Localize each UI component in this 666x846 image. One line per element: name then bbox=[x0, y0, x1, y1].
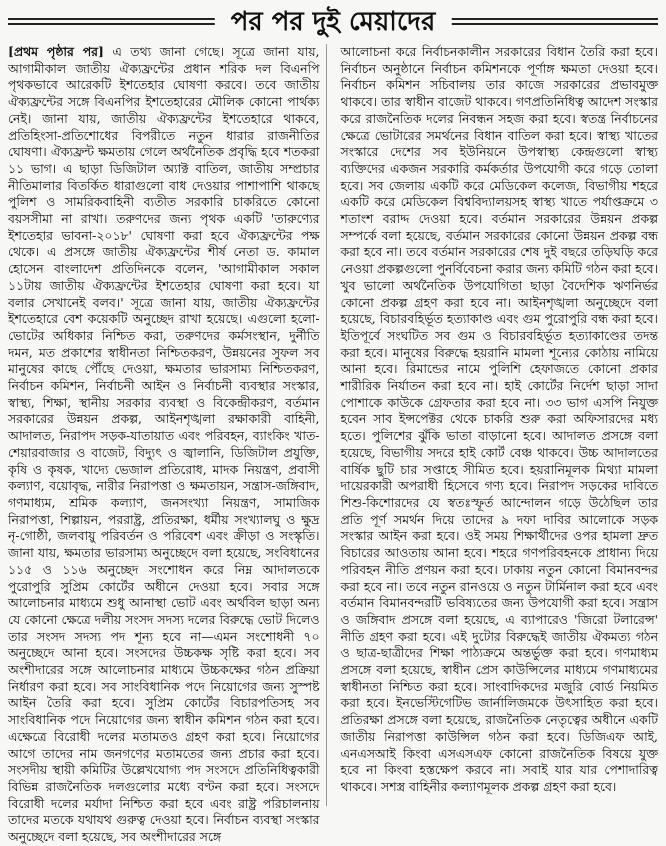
headline-bar bbox=[8, 4, 658, 42]
article-headline: পর পর দুই মেয়াদের bbox=[215, 4, 452, 40]
continuation-label: [প্রথম পৃষ্ঠার পর] bbox=[8, 44, 104, 59]
article-column-left bbox=[8, 44, 327, 845]
column-right-text: আলোচনা করে নির্বাচনকালীন সরকারের বিধান তৈরি করা হবে। নির্বাচন অনুষ্ঠানে নির্বাচন কমিশনকে পূর্ণাঙ্গ ক্ষমতা দেওয়া হবে। নির্বাচন কমিশন সচিবালয় তার কাজে সরকারের প্রভাবমুক্ত থাকবে। তার স্বাধীন বাজেট থাকবে। গণপ্রতিনিধিত্ব আদেশ সংস্কার করে রাজনৈতিক দলের নিবন্ধন সহজ করা হবে। স্বতন্ত্র নির্বাচনের ক্ষেত্রে ভোটারের সমর্থনের বিধান বাতিল করা হবে। স্বাস্থ্য খাতের সংস্কারে দেশের সব ইউনিয়নে উপস্বাস্থ্য কেন্দ্রগুলো স্বাস্থ্য ব্যক্তিদের একজন সরকারি কর্মকর্তার উপযোগী করে গড়ে তোলা হবে। সব জেলায় একটি করে মেডিকেল কলেজ, বিভাগীয় শহরে একটি করে মেডিকেল বিশ্ববিদ্যালয়সহ স্বাস্থ্য খাতে পর্যাপ্তক্রমে ৩ শতাংশ বরাদ্দ দেওয়া হবে। বর্তমান সরকারের উন্নয়ন প্রকল্প সম্পর্কে বলা হয়েছে, বর্তমান সরকারের কোনো উন্নয়ন প্রকল্প বন্ধ করা হবে না। তবে বর্তমান সরকারের শেষ দুই বছরে তড়িঘড়ি করে নেওয়া প্রকল্পগুলো পুনর্বিবেচনা করার জন্য কমিটি গঠন করা হবে। খুব ভালো অর্থনৈতিক উপযোগিতা ছাড়া বৈদেশিক ঋণনির্ভর কোনো প্রকল্প গ্রহণ করা হবে না। আইনশৃঙ্খলা অনুচ্ছেদে বলা হয়েছে, বিচারবহির্ভূত হত্যাকাণ্ড এবং গুম পুরোপুরি বন্ধ করা হবে। ইতিপূর্বে সংঘটিত সব গুম ও বিচারবহির্ভূত হত্যাকাণ্ডের তদন্ত করা হবে। মানুষের বিরুদ্ধে হয়রানি মামলা শূন্যের কোঠায় নামিয়ে আনা হবে। রিমান্ডের নামে পুলিশি হেফাজতে কোনো প্রকার শারীরিক নির্যাতন করা হবে না। হাই কোর্টের নির্দেশ ছাড়া সাদা পোশাকে কাউকে গ্রেফতার করা হবে না। ৩৩ ভাগ এসপি নিযুক্ত হবেন সাব ইন্সপেক্টর থেকে চাকরি শুরু করা অফিসারদের মধ্য হতে। পুলিশের ঝুঁকি ভাতা বাড়ানো হবে। আদালত প্রসঙ্গে বলা হয়েছে, বিভাগীয় সদরে হাই কোর্ট বেঞ্চ থাকবে। উচ্চ আদালতের বার্ষিক ছুটি চার সপ্তাহে সীমিত হবে। হয়রানিমূলক মিথ্যা মামলা দায়েরকারী অপরাধী হিসেবে গণ্য হবে। নিরাপদ সড়কের দাবিতে শিশু-কিশোরদের যে স্বতঃস্ফূর্ত আন্দোলন গড়ে উঠেছিল তার প্রতি পূর্ণ সমর্থন দিয়ে তাদের ৯ দফা দাবির আলোকে সড়ক সংস্কার আইন করা হবে। ওই সময় শিক্ষার্থীদের ওপর হামলা দ্রুত বিচারের আওতায় আনা হবে। শহরে গণপরিবহনকে প্রাধান্য দিয়ে পরিবহন নীতি প্রণয়ন করা হবে। ঢাকায় নতুন কোনো বিমানবন্দর করা হবে না। তবে নতুন রানওয়ে ও নতুন টার্মিনাল করা হবে এবং বর্তমান বিমানবন্দরটি ভবিষ্যতের জন্য উপযোগী করা হবে। সন্ত্রাস ও জঙ্গিবাদ প্রসঙ্গে বলা হয়েছে, এ ব্যাপারেও 'জিরো টলারেন্স' নীতি গ্রহণ করা হবে। এই দুটোর বিরুদ্ধেই জাতীয় ঐকমত্য গঠন ও ছাত্র-ছাত্রীদের শিক্ষা পাঠ্যক্রমে অন্তর্ভুক্ত করা হবে। গণমাধ্যম প্রসঙ্গে বলা হয়েছে, স্বাধীন প্রেস কাউন্সিলের মাধ্যমে গণমাধ্যমের স্বাধীনতা নিশ্চিত করা হবে। সাংবাদিকদের মজুরি বোর্ড নিয়মিত করা হবে। ইনভেস্টিগেটিভ জার্নালিজমকে উৎসাহিত করা হবে। প্রতিরক্ষা প্রসঙ্গে বলা হয়েছে, রাজনৈতিক নেতৃত্বের অধীনে একটি জাতীয় নিরাপত্তা কাউন্সিল গঠন করা হবে। ডিজিএফ আই, এনএসআই কিংবা এসএসএফ কোনো রাজনৈতিক বিষয়ে যুক্ত হবে না কিংবা হস্তক্ষেপ করবে না। সবাই যার যার পেশাদারিত্ব থাকবে। সশস্ত্র বাহিনীর কল্যাণমূলক প্রকল্প গ্রহণ করা হবে। bbox=[340, 44, 658, 794]
article-column-right bbox=[341, 44, 659, 806]
article-body bbox=[8, 44, 658, 845]
article-paragraph-left bbox=[8, 44, 320, 846]
column-left-text: এ তথ্য জানা গেছে। সূত্রে জানা যায়, আগামীকাল জাতীয় ঐক্যফ্রন্টের প্রধান শরিক দল বিএনপি পৃথকভাবে আরেকটি ইশতেহার ঘোষণা করবে। তবে জাতীয় ঐক্যফ্রন্টের সঙ্গে বিএনপির ইশতেহারের মৌলিক কোনো পার্থক্য নেই। জানা যায়, জাতীয় ঐক্যফ্রন্টের ইশতেহারে থাকবে, প্রতিহিংসা-প্রতিশোধের বিপরীতে নতুন ধারার রাজনীতির ঘোষণা। ঐক্যফ্রন্ট ক্ষমতায় গেলে অর্থনৈতিক প্রবৃদ্ধি হবে শতকরা ১১ ভাগ। এ ছাড়া ডিজিটাল অ্যাক্ট বাতিল, জাতীয় সম্প্রচার নীতিমালার বিতর্কিত ধারাগুলো বাধ দেওয়ার পাশাপাশি থাকছে পুলিশ ও সামরিকবাহিনী ব্যতীত সরকারি চাকরিতে কোনো বয়সসীমা না রাখা। তরুণদের জন্য পৃথক একটি 'তারুণ্যের ইশতেহার ভাবনা-২০১৮' ঘোষণা করা হবে ঐক্যফ্রন্টের পক্ষ থেকে। এ প্রসঙ্গে জাতীয় ঐক্যফ্রন্টের শীর্ষ নেতা ড. কামাল হোসেন বাংলাদেশ প্রতিদিনকে বলেন, 'আগামীকাল সকাল ১১টায় জাতীয় ঐক্যফ্রন্টের ইশতেহার ঘোষণা করা হবে। যা বলার সেখানেই বলব।' সূত্রে জানা যায়, জাতীয় ঐক্যফ্রন্টের ইশতেহারে বেশ কয়েকটি অনুচ্ছেদ রাখা হয়েছে। এগুলো হলো- ভোটের অধিকার নিশ্চিত করা, তরুণদের কর্মসংস্থান, দুর্নীতি দমন, মত প্রকাশের স্বাধীনতা নিশ্চিতকরণ, উন্নয়নের সুফল সব মানুষের কাছে পৌঁছে দেওয়া, ক্ষমতার ভারসাম্য নিশ্চিতকরণ, নির্বাচন কমিশন, নির্বাচনী আইন ও নির্বাচনী ব্যবস্থার সংস্কার, স্বাস্থ্য, শিক্ষা, স্থানীয় সরকার ব্যবস্থা ও বিকেন্দ্রীকরণ, বর্তমান সরকারের উন্নয়ন প্রকল্প, আইনশৃঙ্খলা রক্ষাকারী বাহিনী, আদালত, নিরাপদ সড়ক-যাতায়াত এবং পরিবহন, ব্যাংকিং খাত-শেয়ারবাজার ও বাজেট, বিদ্যুৎ ও জ্বালানি, ডিজিটাল প্রযুক্তি, কৃষি ও কৃষক, খাদ্যে ভেজাল প্রতিরোধ, মাদক নিয়ন্ত্রণ, প্রবাসী কল্যাণ, বয়োবৃদ্ধ, নারীর নিরাপত্তা ও ক্ষমতায়ন, সন্ত্রাস-জঙ্গিবাদ, গণমাধ্যম, শ্রমিক কল্যাণ, জনসংখ্যা নিয়ন্ত্রণ, সামাজিক নিরাপত্তা, শিল্পায়ন, পররাষ্ট্র, প্রতিরক্ষা, ধর্মীয় সংখ্যালঘু ও ক্ষুদ্র নৃ-গোষ্ঠী, জলবায়ু পরিবর্তন ও পরিবেশ এবং ক্রীড়া ও সংস্কৃতি। জানা যায়, ক্ষমতার ভারসাম্য অনুচ্ছেদে বলা হয়েছে, সংবিধানের ১১৫ ও ১১৬ অনুচ্ছেদ সংশোধন করে নিম্ন আদালতকে পুরোপুরি সুপ্রিম কোর্টের অধীনে দেওয়া হবে। সবার সঙ্গে আলোচনার মাধ্যমে শুধু আনাস্থা ভোট এবং অর্থবিল ছাড়া অন্য যে কোনো ক্ষেত্রে দলীয় সংসদ সদস্য দলের বিরুদ্ধে ভোট দিলেও তার সংসদ সদস্য পদ শূন্য হবে না—এমন সংশোধনী ৭০ অনুচ্ছেদে আনা হবে। সংসদের উচ্চকক্ষ সৃষ্টি করা হবে। সব অংশীদারের সঙ্গে আলোচনার মাধ্যমে উচ্চকক্ষের গঠন প্রক্রিয়া নির্ধারণ করা হবে। সব সাংবিধানিক পদে নিয়োগের জন্য সুস্পষ্ট আইন তৈরি করা হবে। সুপ্রিম কোর্টের বিচারপতিসহ সব সাংবিধানিক পদে নিয়োগের জন্য স্বাধীন কমিশন গঠন করা হবে। এক্ষেত্রে বিরোধী দলের মতামতও গ্রহণ করা হবে। নিয়োগের আগে তাদের নাম জনগণের মতামতের জন্য প্রচার করা হবে। সংসদীয় স্থায়ী কমিটির উল্লেখযোগ্য পদ সংসদে প্রতিনিধিত্বকারী বিভিন্ন রাজনৈতিক দলগুলোর মধ্যে বণ্টন করা হবে। সংসদে বিরোধী দলের মর্যাদা নিশ্চিত করা হবে এবং রাষ্ট্র পরিচালনায় তাদের মতকে যথাযথ গুরুত্ব দেওয়া হবে। নির্বাচন ব্যবস্থা সংস্কার অনুচ্ছেদে বলা হয়েছে, সব অংশীদারের সঙ্গে bbox=[8, 44, 320, 845]
